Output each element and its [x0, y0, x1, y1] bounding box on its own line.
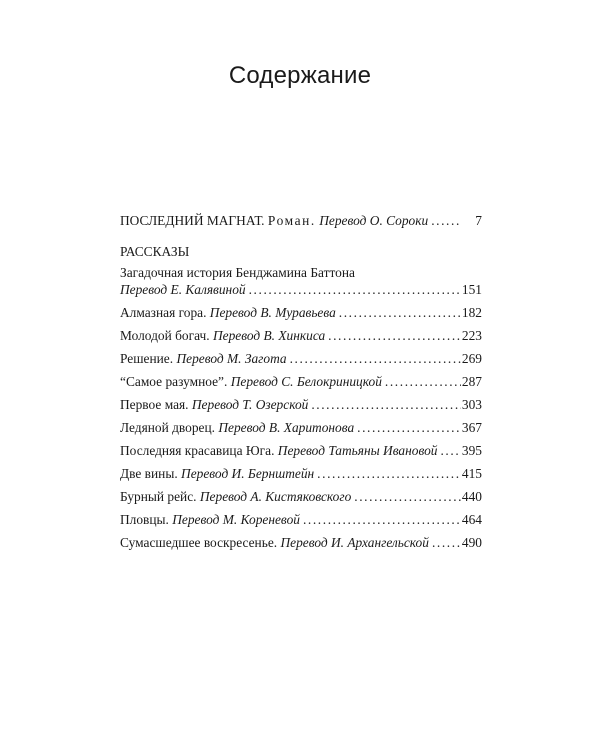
story-translator: Перевод В. Хинкиса [212, 328, 326, 343]
toc-entry-text [120, 465, 314, 482]
story-translator: Перевод М. Кореневой [172, 512, 300, 527]
toc-entry-story-7[interactable] [120, 419, 482, 436]
toc-entry-story-3[interactable] [120, 327, 482, 344]
toc-entry-story-9[interactable] [120, 465, 482, 482]
page-number: 395 [461, 443, 482, 458]
toc-entry-text [120, 488, 351, 505]
leader-dots [290, 350, 461, 367]
leader-dots [303, 511, 461, 528]
leader-dots [328, 327, 461, 344]
toc-entry-story-4[interactable] [120, 350, 482, 367]
page-number: 303 [461, 397, 482, 412]
toc-entry-text [120, 396, 308, 413]
page-number: 367 [461, 420, 482, 435]
toc-entry-story-2[interactable] [120, 304, 482, 321]
story-title: Последняя красавица Юга. [120, 443, 275, 458]
toc-entry-text [120, 419, 354, 436]
story-translator: Перевод С. Белокриницкой [230, 374, 382, 389]
page-number: 182 [461, 305, 482, 320]
leader-dots [431, 212, 460, 229]
toc-entry-story-10[interactable] [120, 488, 482, 505]
story-title: “Самое разумное”. [120, 374, 228, 389]
story-title: Ледяной дворец. [120, 420, 215, 435]
story-translator: Перевод Татьяны Ивановой [277, 443, 438, 458]
toc-entry-story-11[interactable] [120, 511, 482, 528]
leader-dots [357, 419, 461, 436]
story-title: Сумасшедшее воскресенье. [120, 535, 278, 550]
toc-entry-story-5[interactable] [120, 373, 482, 390]
toc-entry-text [120, 373, 382, 390]
leader-dots [339, 304, 461, 321]
leader-dots [311, 396, 461, 413]
page-number: 151 [461, 282, 482, 297]
leader-dots [385, 373, 461, 390]
leader-dots [249, 281, 461, 298]
leader-dots [354, 488, 461, 505]
story-title: Решение. [120, 351, 174, 366]
story-translator: Перевод В. Харитонова [218, 420, 355, 435]
leader-dots [440, 442, 460, 459]
story-title: Загадочная история Бенджамина Баттона [120, 265, 355, 280]
page-number: 223 [461, 328, 482, 343]
story-title: Молодой богач. [120, 328, 210, 343]
story-translator: Перевод Е. Калявиной [120, 282, 246, 297]
page-number: 287 [461, 374, 482, 389]
toc-entry-novel[interactable] [120, 212, 482, 229]
page-title: Содержание [228, 62, 372, 89]
section-title-stories: РАССКАЗЫ [120, 244, 190, 259]
toc-entry-text [120, 304, 336, 321]
toc-entry-story-1[interactable] [120, 264, 482, 298]
page-number: 464 [461, 512, 482, 527]
page-number: 440 [461, 489, 482, 504]
page-number: 7 [475, 213, 482, 228]
story-title: Алмазная гора. [120, 305, 207, 320]
novel-title: ПОСЛЕДНИЙ МАГНАТ. [120, 213, 265, 228]
novel-genre: Роман. [267, 213, 316, 228]
story-translator: Перевод И. Архангельской [280, 535, 429, 550]
leader-dots [432, 534, 461, 551]
toc-entry-text [120, 442, 437, 459]
table-of-contents [120, 212, 482, 551]
page-number: 269 [461, 351, 482, 366]
toc-entry-text [120, 511, 300, 528]
story-translator: Перевод А. Кистяковского [199, 489, 352, 504]
story-translator: Перевод Т. Озерской [191, 397, 309, 412]
toc-entry-story-6[interactable] [120, 396, 482, 413]
toc-entry-story-12[interactable] [120, 534, 482, 551]
page-number: 490 [461, 535, 482, 550]
toc-entry-text [120, 534, 429, 551]
story-translator: Перевод И. Бернштейн [181, 466, 315, 481]
toc-entry-text [120, 212, 428, 229]
story-title: Две вины. [120, 466, 178, 481]
leader-dots [317, 465, 461, 482]
story-title: Бурный рейс. [120, 489, 197, 504]
toc-entry-text [120, 327, 325, 344]
novel-translator: Перевод О. Сороки [319, 213, 429, 228]
story-title: Первое мая. [120, 397, 189, 412]
story-title: Пловцы. [120, 512, 169, 527]
story-translator: Перевод В. Муравьева [209, 305, 336, 320]
toc-entry-line [120, 281, 482, 298]
toc-entry-story-8[interactable] [120, 442, 482, 459]
page-number: 415 [461, 466, 482, 481]
toc-entry-text [120, 350, 287, 367]
story-translator: Перевод М. Загота [176, 351, 287, 366]
